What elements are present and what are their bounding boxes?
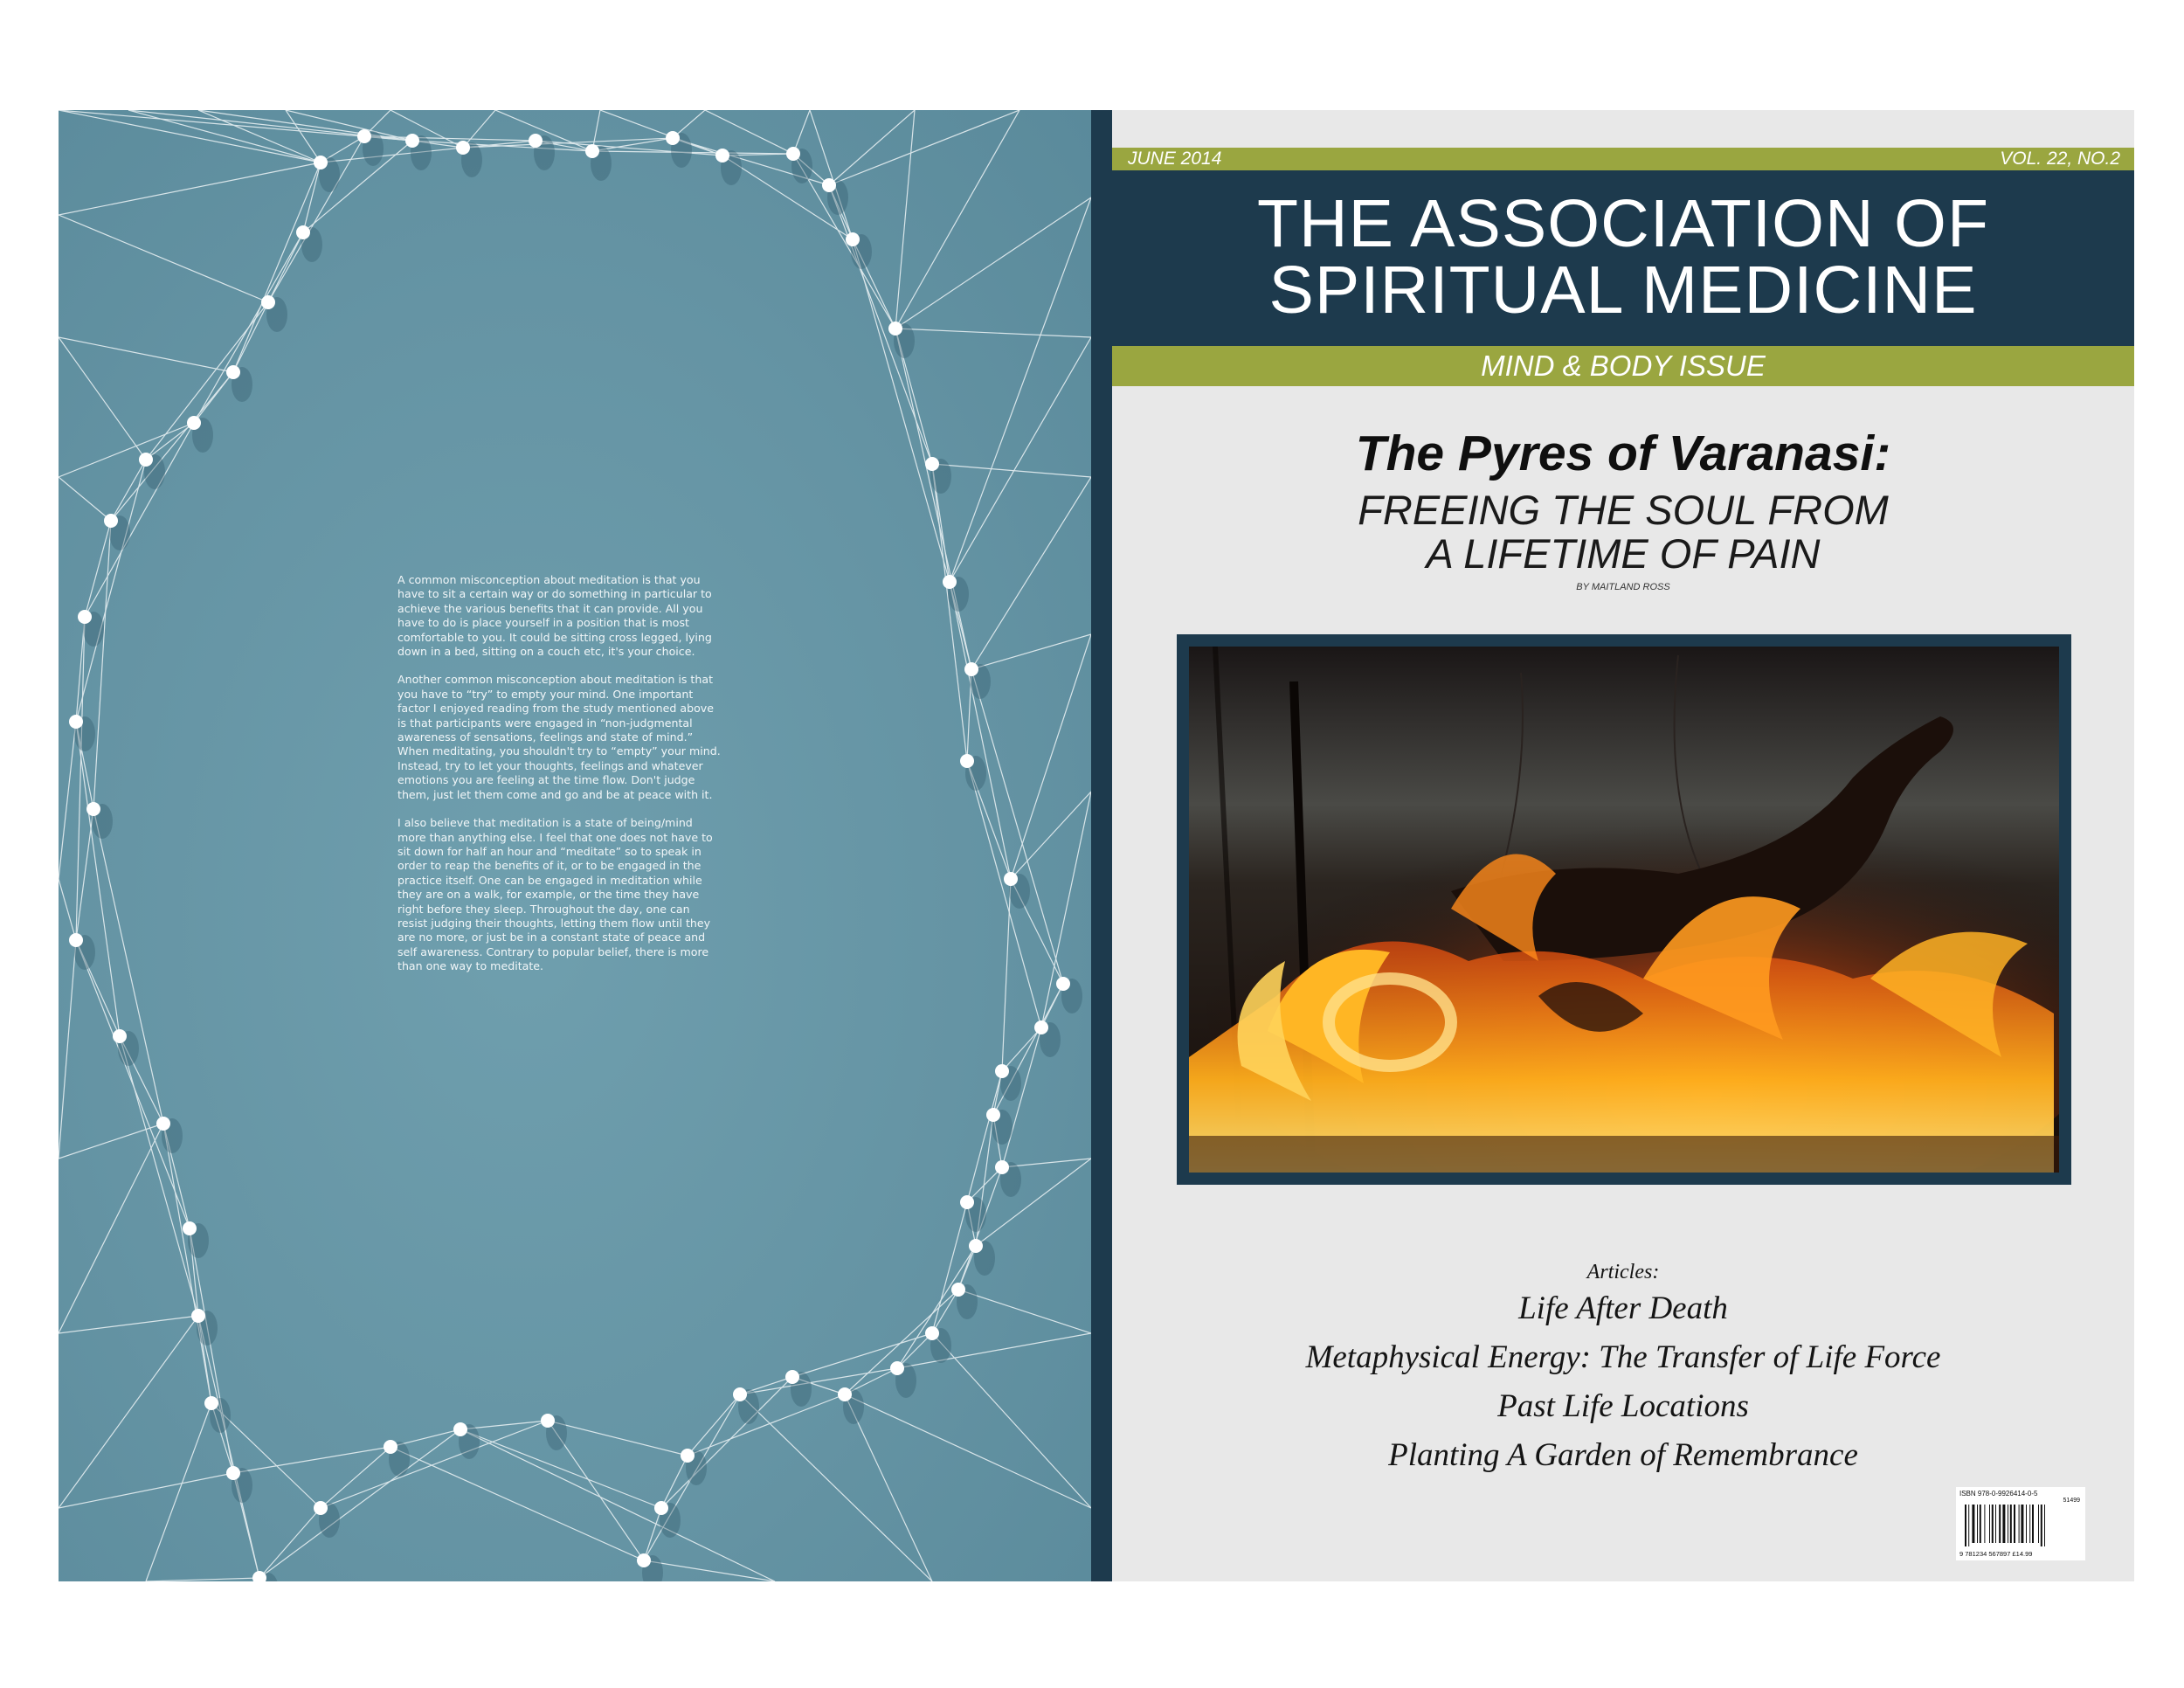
pin-head xyxy=(986,1108,1000,1122)
pin-head xyxy=(139,453,153,467)
string-line xyxy=(1011,792,1091,879)
string-line xyxy=(793,110,810,154)
barcode-digits: 9 781234 567897 £14.99 xyxy=(1959,1550,2033,1558)
barcode-bar xyxy=(1984,1505,1985,1543)
barcode-bar xyxy=(1972,1505,1974,1543)
string-line xyxy=(895,197,1091,329)
cover-photo-frame xyxy=(1177,634,2071,1185)
pin-head xyxy=(357,129,371,143)
string-line xyxy=(1002,879,1011,1071)
pin-head xyxy=(785,1370,799,1384)
barcode-bar xyxy=(1995,1505,1996,1543)
pin-head xyxy=(964,662,978,676)
spine xyxy=(1091,110,1112,1581)
back-cover xyxy=(59,110,1091,1581)
pin-head xyxy=(314,156,328,169)
string-line xyxy=(958,1290,1091,1333)
string-line xyxy=(1011,634,1091,879)
string-line xyxy=(460,1429,775,1581)
string-line xyxy=(259,1508,321,1578)
back-cover-article xyxy=(397,573,722,988)
pin-head xyxy=(654,1501,668,1515)
string-line xyxy=(59,1316,198,1333)
barcode-bar xyxy=(1965,1505,1966,1546)
issue-date: JUNE 2014 xyxy=(1128,149,1222,169)
string-line xyxy=(59,215,268,302)
barcode-bar xyxy=(2002,1505,2005,1543)
string-line xyxy=(59,940,76,1159)
string-line xyxy=(59,1124,163,1333)
barcode-bar xyxy=(1999,1505,2001,1543)
string-line xyxy=(740,1394,932,1581)
string-line xyxy=(120,1036,198,1316)
pin-head xyxy=(86,802,100,816)
pin-head xyxy=(960,1195,974,1209)
volume-number: VOL. 22, NO.2 xyxy=(2000,149,2120,169)
string-line xyxy=(661,1456,688,1508)
pin-head xyxy=(666,131,680,145)
string-line xyxy=(59,337,146,460)
pin-head xyxy=(156,1117,170,1131)
pin-head xyxy=(261,295,275,309)
string-line xyxy=(303,141,412,232)
pin-head xyxy=(113,1029,127,1043)
string-line xyxy=(932,464,967,761)
string-line xyxy=(233,302,268,372)
string-line xyxy=(85,423,194,617)
back-paragraph-2: Another common misconception about meditation is that you have to “try” to empty your mind. One important factor I enjoyed reading from the study mentioned above is that participants were engaged in “non-judgmental awareness of sensations, feelings and state of mind.” When meditating, you shouldn't try to “empty” your mind. Instead, try to let your thoughts, feelings and whatever emotions you are feeling at the time flow. Don't judge them, just let them come and go and be at peace with it. xyxy=(397,673,721,801)
pin-head xyxy=(822,178,836,192)
pin-head xyxy=(529,134,543,148)
pin-head xyxy=(925,457,939,471)
string-line xyxy=(644,1560,775,1581)
barcode-bar xyxy=(2041,1505,2042,1546)
string-line xyxy=(829,110,915,185)
masthead-line-2: SPIRITUAL MEDICINE xyxy=(1268,253,1978,328)
article-title: Past Life Locations xyxy=(1497,1388,1749,1424)
pin-head xyxy=(951,1283,965,1297)
barcode-bar xyxy=(1968,1505,1969,1546)
string-line xyxy=(463,110,495,148)
pin-head xyxy=(191,1309,205,1323)
string-line xyxy=(895,329,1091,337)
string-line xyxy=(829,110,1019,185)
masthead-line-1: THE ASSOCIATION OF xyxy=(1256,186,1989,261)
string-line xyxy=(976,1159,1091,1246)
articles-list xyxy=(1112,1260,2134,1480)
string-line xyxy=(895,110,1019,329)
pin-head xyxy=(1056,977,1070,991)
issue-banner: MIND & BODY ISSUE xyxy=(1112,346,2134,386)
string-line xyxy=(845,1394,1091,1508)
barcode-bar xyxy=(1980,1505,1981,1543)
string-line xyxy=(163,1124,211,1403)
barcode-bar xyxy=(2038,1505,2039,1543)
article-title: Planting A Garden of Remembrance xyxy=(1388,1437,1858,1473)
string-line xyxy=(950,337,1091,582)
string-line xyxy=(111,372,233,521)
barcode-bar xyxy=(2014,1505,2015,1543)
string-line xyxy=(932,1290,958,1333)
string-line xyxy=(128,110,321,163)
string-line xyxy=(971,477,1091,669)
string-line xyxy=(111,460,146,521)
string-line xyxy=(268,232,303,302)
string-line xyxy=(536,141,722,156)
string-line xyxy=(705,110,793,154)
back-paragraph-3: I also believe that meditation is a state of being/mind more than anything else. I feel that one does not have to sit down for half an hour and “meditate” so to speak in order to reap the benefits of it, or to be engaged in the practice itself. One can be engaged in meditation while they are on a walk, for example, or the time they have right before they sleep. Throughout the day, one can resist judging their thoughts, letting them flow until they are no more, or just be in a constant state of peace and self awareness. Contrary to popular belief, there is more than one way to meditate. xyxy=(397,816,713,973)
isbn-number: ISBN 978-0-9926414-0-5 xyxy=(1959,1490,2038,1498)
cover-subhead-line-2: A LIFETIME OF PAIN xyxy=(1426,530,1821,577)
barcode-bar xyxy=(2021,1505,2023,1543)
pin-head xyxy=(296,225,310,239)
string-line xyxy=(190,1228,233,1473)
pin-head xyxy=(890,1361,904,1375)
string-line xyxy=(233,163,321,372)
pin-head xyxy=(314,1501,328,1515)
barcode-bar xyxy=(1992,1505,1994,1543)
string-line xyxy=(59,1124,163,1159)
pin-head xyxy=(925,1326,939,1340)
string-line xyxy=(688,1394,740,1456)
string-line xyxy=(59,477,111,521)
string-line xyxy=(59,163,321,215)
date-volume-bar xyxy=(1112,148,2134,170)
cover-headline: The Pyres of Varanasi: xyxy=(1355,425,1891,481)
pin-head xyxy=(995,1160,1009,1174)
pin-head xyxy=(187,416,201,430)
pin-head xyxy=(733,1387,747,1401)
string-line xyxy=(390,1447,644,1560)
back-paragraph-1: A common misconception about meditation is that you have to sit a certain way or do something in particular to achieve the various benefits that it can provide. All you have to do is place yourself in a position that is most comfortable to you. It could be sitting cross legged, lying down in a bed, sitting on a couch etc, it's your choice. xyxy=(397,573,712,659)
string-line xyxy=(950,582,1011,879)
pin-head xyxy=(969,1239,983,1253)
pin-head xyxy=(995,1064,1009,1078)
string-line xyxy=(321,1447,390,1508)
pin-head xyxy=(715,149,729,163)
pin-head xyxy=(888,322,902,336)
pin-head xyxy=(541,1414,555,1428)
barcode-bar xyxy=(2032,1505,2034,1543)
barcode-bar xyxy=(2019,1505,2020,1543)
pin-head xyxy=(204,1396,218,1410)
string-line xyxy=(198,110,321,163)
string-line xyxy=(59,722,76,879)
pyre-fire-photo xyxy=(1189,647,2059,1173)
string-line xyxy=(740,1368,897,1394)
pin-head xyxy=(69,933,83,947)
pin-head xyxy=(1034,1020,1048,1034)
barcode-bar xyxy=(2026,1505,2027,1543)
string-line xyxy=(810,110,853,239)
string-line xyxy=(932,1333,1091,1508)
isbn-barcode xyxy=(1956,1487,2085,1560)
string-line xyxy=(59,110,321,163)
byline: BY MAITLAND ROSS xyxy=(1576,582,1670,592)
barcode-bar xyxy=(1989,1505,1990,1543)
pin-head xyxy=(681,1449,695,1463)
string-line xyxy=(59,337,233,372)
masthead xyxy=(1112,170,2134,346)
string-line xyxy=(853,239,950,582)
pin-head xyxy=(456,141,470,155)
front-cover xyxy=(1112,110,2134,1581)
pin-head xyxy=(1004,872,1018,886)
article-title: Metaphysical Energy: The Transfer of Life Force xyxy=(1305,1339,1941,1375)
string-line xyxy=(967,1167,1002,1202)
pin-head xyxy=(786,147,800,161)
string-line xyxy=(85,521,111,617)
string-line xyxy=(194,372,233,423)
string-line xyxy=(146,1403,211,1581)
articles-heading: Articles: xyxy=(1586,1261,1660,1283)
pin-head xyxy=(405,134,419,148)
barcode-bar xyxy=(2044,1505,2045,1546)
pin-head xyxy=(960,754,974,768)
string-line xyxy=(233,1447,390,1473)
pin-head xyxy=(69,715,83,729)
pin-head xyxy=(585,144,599,158)
cover-subhead-line-1: FREEING THE SOUL FROM xyxy=(1358,487,1889,533)
barcode-bar xyxy=(2029,1505,2030,1543)
string-line xyxy=(93,521,111,809)
string-line xyxy=(93,809,163,1124)
pin-head xyxy=(78,610,92,624)
string-line xyxy=(59,423,194,477)
pin-head xyxy=(846,232,860,246)
string-line xyxy=(59,1473,233,1508)
string-line xyxy=(895,329,971,669)
string-line xyxy=(600,110,722,156)
string-line xyxy=(661,1377,792,1508)
barcode-bar xyxy=(1977,1505,1978,1543)
pin-head xyxy=(838,1387,852,1401)
string-line xyxy=(958,1246,976,1290)
string-line xyxy=(76,460,146,722)
pin-head xyxy=(104,514,118,528)
string-line xyxy=(59,879,76,940)
pin-head xyxy=(183,1221,197,1235)
pin-head xyxy=(453,1422,467,1436)
string-line xyxy=(321,1421,548,1508)
article-title: Life After Death xyxy=(1518,1290,1728,1326)
pin-head xyxy=(226,365,240,379)
string-line xyxy=(793,154,895,329)
barcode-bars xyxy=(1965,1505,2078,1546)
string-line xyxy=(59,1316,198,1508)
pin-head xyxy=(943,575,957,589)
string-line xyxy=(146,1578,259,1581)
pin-head xyxy=(384,1440,397,1454)
pin-head xyxy=(226,1466,240,1480)
pin-head xyxy=(637,1553,651,1567)
string-line xyxy=(967,761,1041,1027)
string-line xyxy=(950,197,1091,582)
price-code: 51499 xyxy=(2063,1498,2080,1504)
string-line xyxy=(895,110,915,329)
barcode-bar xyxy=(2010,1505,2012,1543)
